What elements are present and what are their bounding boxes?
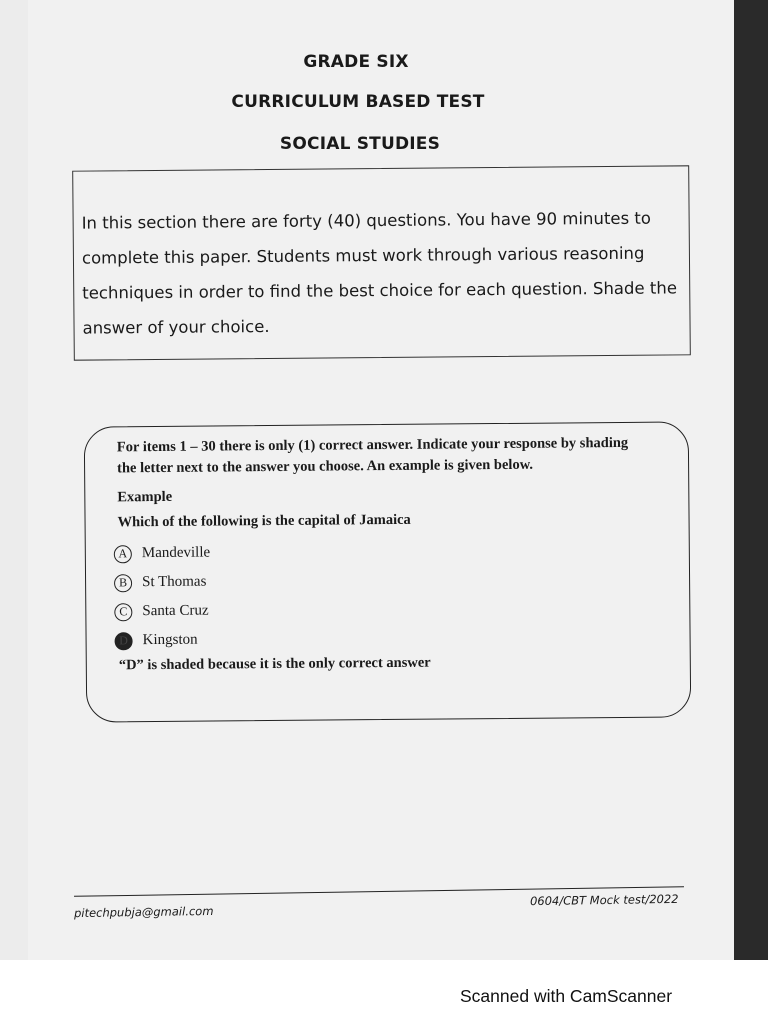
instructions-line: complete this paper. Students must work through various reasoning [81,243,645,268]
option-letter-b: B [114,574,132,592]
grade-title: GRADE SIX [303,52,409,72]
example-label: Example [117,488,173,506]
option-a [118,535,665,569]
option-d [118,622,665,656]
instructions-line: answer of your choice. [82,316,270,338]
test-title: CURRICULUM BASED TEST [231,92,485,112]
example-box [84,421,692,722]
footer-test-code: 0604/CBT Mock test/2022 [529,891,679,909]
example-intro-line: For items 1 – 30 there is only (1) correct answer. Indicate your response by shading [116,434,629,456]
instructions-box [72,165,691,360]
example-question: Which of the following is the capital of Jamaica [117,511,411,531]
footer-email: pitechpubja@gmail.com [73,903,214,921]
example-note: “D” is shaded because it is the only correct answer [118,654,431,674]
instructions-line: In this section there are forty (40) questions. You have 90 minutes to [81,208,652,233]
option-letter-a: A [114,545,132,563]
option-letter-d-shaded: D [115,632,133,650]
example-intro [117,433,664,480]
answer-options [118,535,666,656]
option-text: St Thomas [142,573,207,591]
option-letter-c: C [114,603,132,621]
option-text: Santa Cruz [142,602,209,620]
instructions-line: techniques in order to find the best choice for each question. Shade the [82,278,678,303]
option-b [118,564,665,598]
option-c [118,593,665,627]
camscanner-watermark: Scanned with CamScanner [460,986,673,1006]
example-intro-line: the letter next to the answer you choose. An example is given below. [117,456,534,477]
option-text: Kingston [142,631,198,649]
option-text: Mandeville [141,544,211,562]
subject-title: SOCIAL STUDIES [279,134,441,154]
